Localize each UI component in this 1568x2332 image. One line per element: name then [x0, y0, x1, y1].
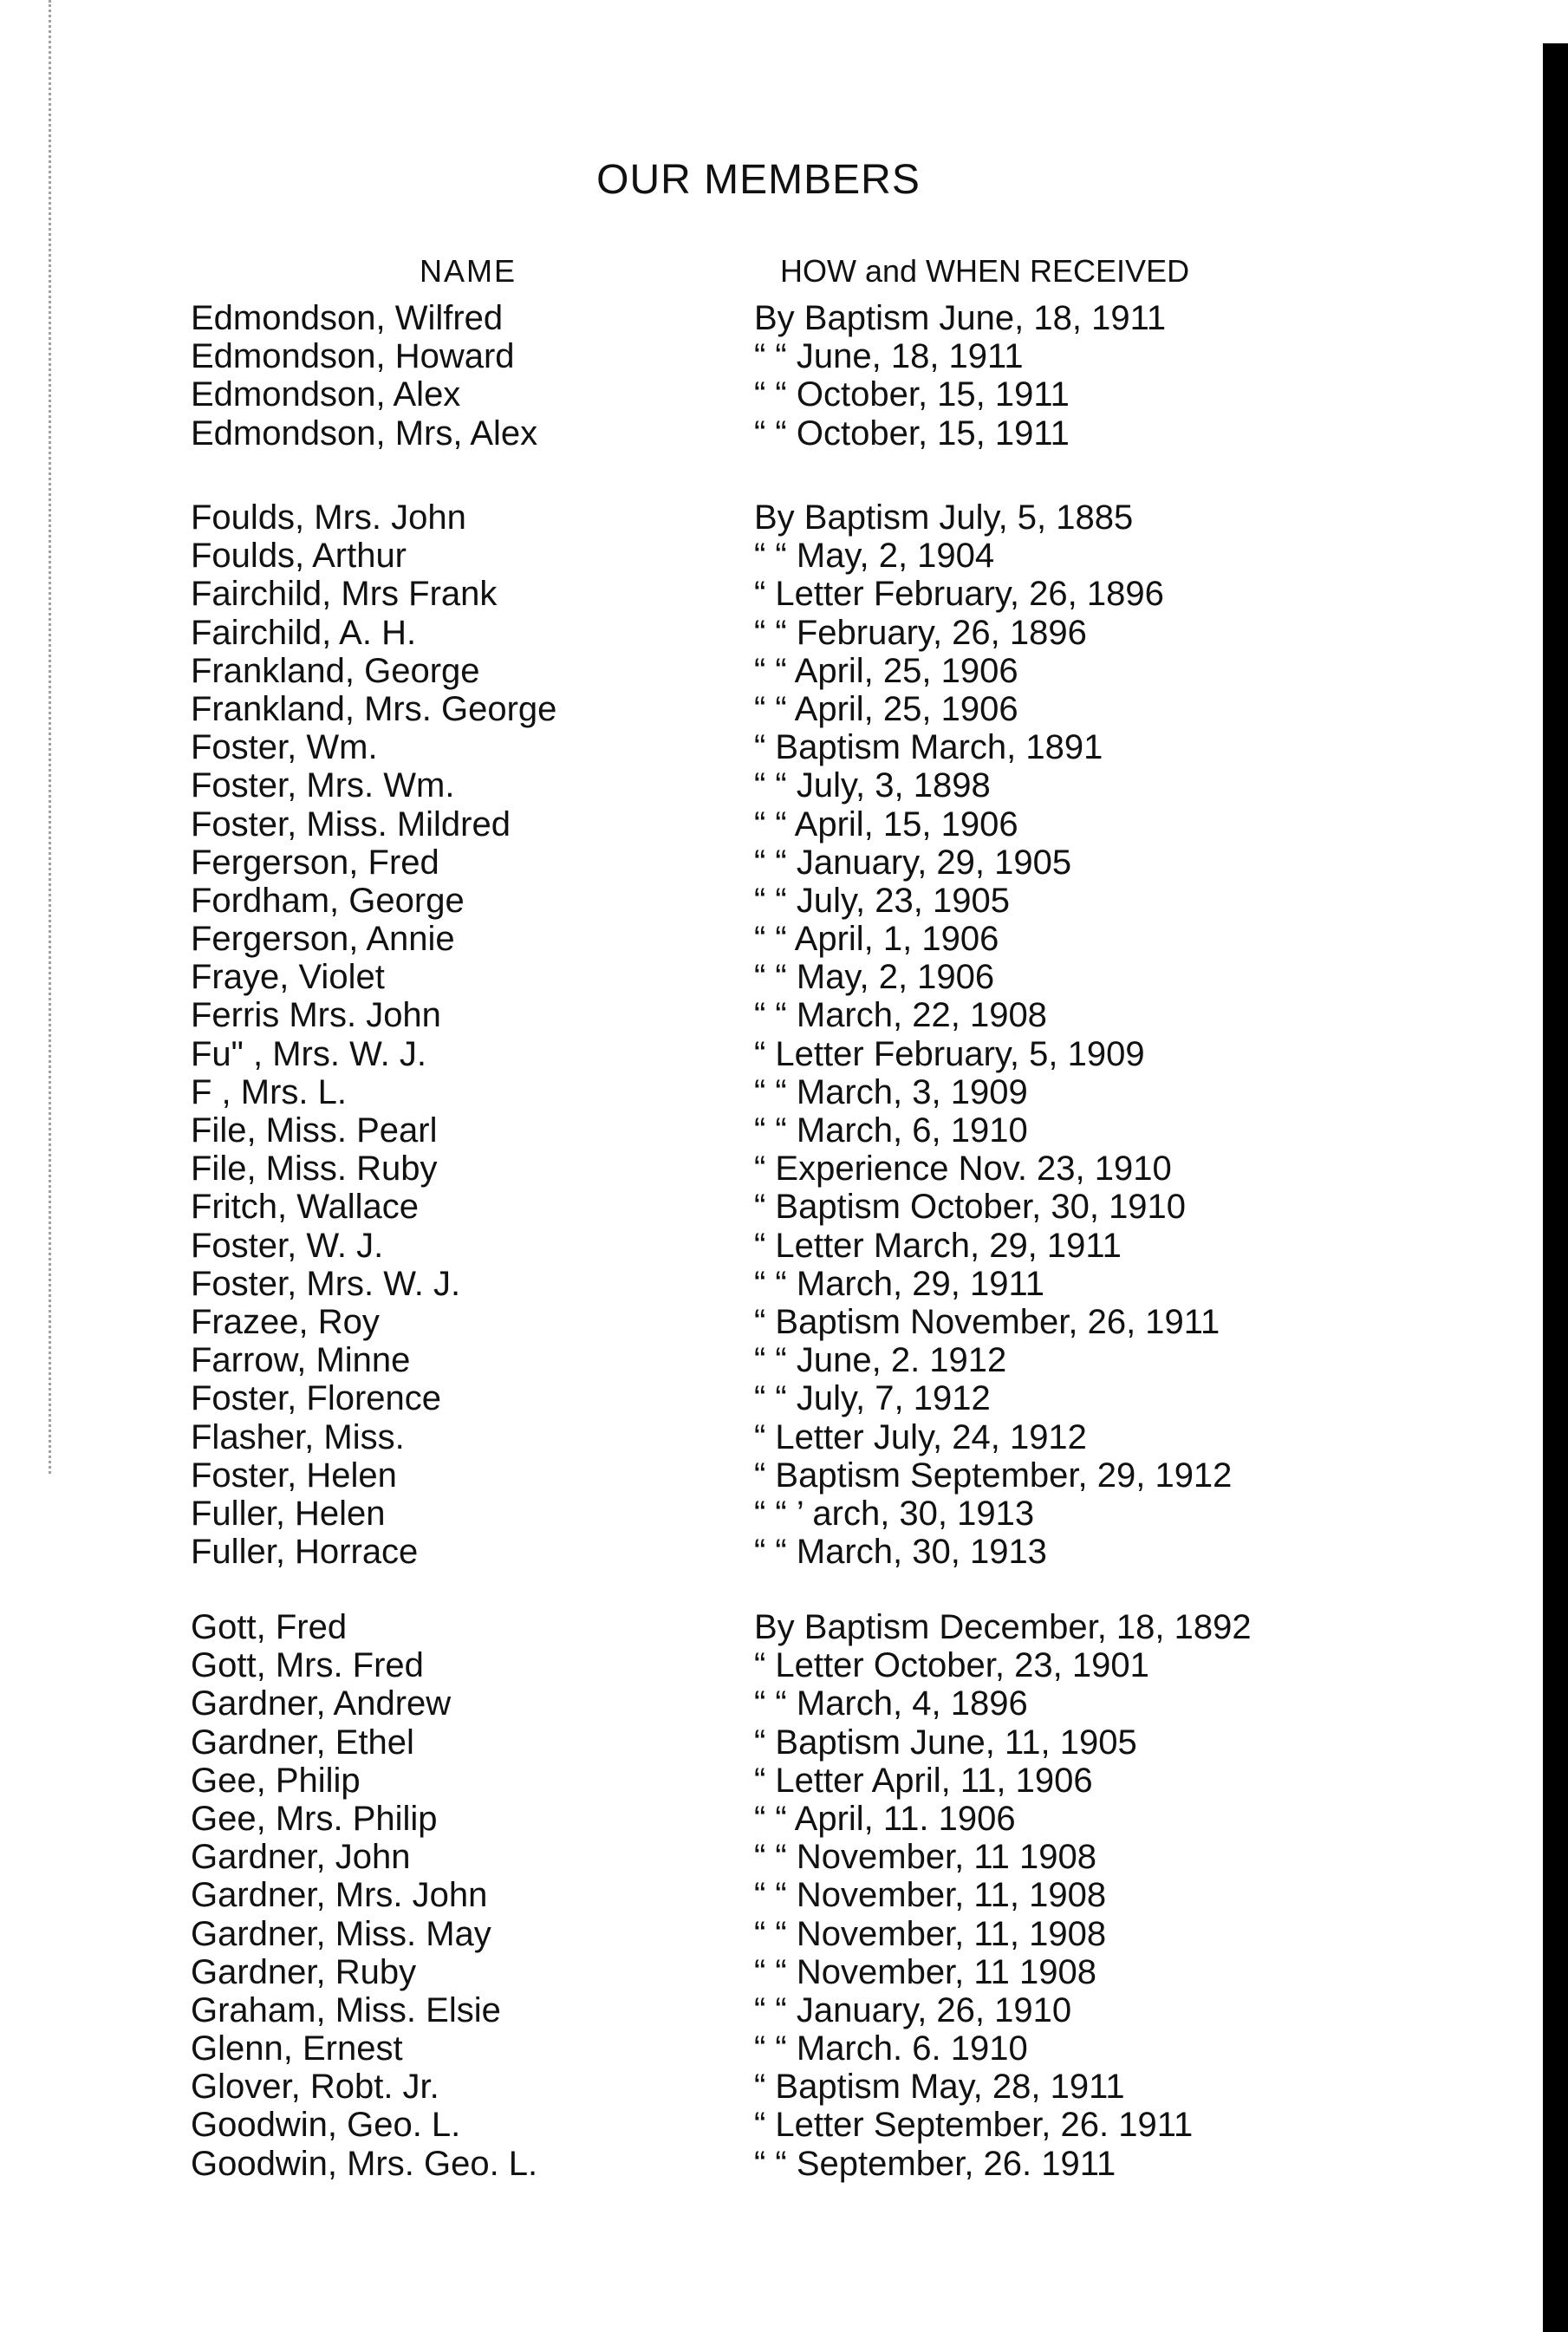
how-when-received: “ “ November, 11 1908 [754, 1838, 1097, 1877]
member-name: Frazee, Roy [191, 1302, 380, 1341]
how-when-received: “ “ January, 26, 1910 [754, 1990, 1072, 2029]
member-row [173, 1953, 1370, 1991]
how-when-received: “ Baptism June, 11, 1905 [754, 1723, 1137, 1762]
how-when-received: “ “ June, 18, 1911 [754, 337, 1024, 376]
how-when-received: “ “ March, 29, 1911 [754, 1264, 1044, 1303]
member-name: Foster, Mrs. W. J. [191, 1264, 461, 1303]
member-row [173, 1495, 1370, 1533]
how-when-received: “ “ October, 15, 1911 [754, 414, 1070, 453]
member-row [173, 1111, 1370, 1150]
member-row [173, 1456, 1370, 1495]
how-when-received: By Baptism July, 5, 1885 [754, 498, 1134, 537]
member-row [173, 1265, 1370, 1303]
member-name: Frankland, Mrs. George [191, 689, 557, 728]
how-when-received: “ “ July, 23, 1905 [754, 881, 1010, 920]
how-when-received: By Baptism June, 18, 1911 [754, 299, 1167, 337]
member-row [173, 498, 1370, 537]
how-when-received: “ Letter October, 23, 1901 [754, 1646, 1149, 1685]
how-when-received: “ “ September, 26. 1911 [754, 2144, 1116, 2183]
how-when-received: By Baptism December, 18, 1892 [754, 1608, 1252, 1646]
member-name: Foster, Mrs. Wm. [191, 766, 455, 805]
member-name: Fairchild, Mrs Frank [191, 575, 498, 614]
how-when-received: “ “ March, 22, 1908 [754, 996, 1047, 1035]
member-name: Gardner, Ruby [191, 1952, 417, 1991]
member-name: Frankland, George [191, 651, 480, 690]
member-name: Foster, Miss. Mildred [191, 804, 511, 844]
how-when-received: “ “ October, 15, 1911 [754, 375, 1070, 414]
member-row [173, 2068, 1370, 2106]
member-row [173, 844, 1370, 882]
member-name: F , Mrs. L. [191, 1072, 347, 1111]
member-name: Foulds, Mrs. John [191, 498, 466, 537]
member-row [173, 1684, 1370, 1723]
member-name: Farrow, Minne [191, 1341, 411, 1380]
member-row [173, 1876, 1370, 1914]
member-name: Foster, W. J. [191, 1226, 384, 1265]
how-when-received: “ Baptism September, 29, 1912 [754, 1456, 1233, 1495]
member-name: Gee, Mrs. Philip [191, 1799, 438, 1838]
member-row [173, 1188, 1370, 1226]
member-name: Fuller, Helen [191, 1494, 386, 1533]
member-row [173, 299, 1370, 337]
member-name: Goodwin, Mrs. Geo. L. [191, 2144, 538, 2183]
member-name: Fu" , Mrs. W. J. [191, 1034, 426, 1073]
member-row [173, 1035, 1370, 1073]
how-when-received: “ Experience Nov. 23, 1910 [754, 1150, 1172, 1189]
how-when-received: “ “ November, 11, 1908 [754, 1876, 1107, 1915]
member-name: Foulds, Arthur [191, 537, 407, 576]
how-when-received: “ Letter April, 11, 1906 [754, 1761, 1093, 1800]
how-when-received: “ “ ’ arch, 30, 1913 [754, 1494, 1035, 1533]
member-name: Gott, Mrs. Fred [191, 1646, 424, 1685]
member-name: Glenn, Ernest [191, 2029, 403, 2068]
how-when-received: “ “ July, 3, 1898 [754, 766, 991, 805]
member-row [173, 652, 1370, 690]
member-name: Glover, Robt. Jr. [191, 2068, 439, 2107]
how-when-received: “ “ November, 11, 1908 [754, 1914, 1107, 1953]
column-header-how-when: HOW and WHEN RECEIVED [780, 253, 1190, 289]
how-when-received: “ “ April, 15, 1906 [754, 804, 1018, 844]
member-name: Ferris Mrs. John [191, 996, 441, 1035]
member-name: Fordham, George [191, 881, 465, 920]
member-name: Fritch, Wallace [191, 1188, 420, 1227]
member-name: Gott, Fred [191, 1608, 348, 1646]
member-name: Fraye, Violet [191, 958, 385, 997]
how-when-received: “ Baptism November, 26, 1911 [754, 1302, 1220, 1341]
how-when-received: “ “ February, 26, 1896 [754, 613, 1087, 652]
member-row [173, 1303, 1370, 1341]
member-row [173, 1762, 1370, 1800]
how-when-received: “ Letter March, 29, 1911 [754, 1226, 1122, 1265]
member-row [173, 1646, 1370, 1684]
member-row [173, 1915, 1370, 1953]
column-header-name: NAME [419, 253, 517, 289]
member-name: Foster, Helen [191, 1456, 397, 1495]
how-when-received: “ “ July, 7, 1912 [754, 1379, 991, 1418]
member-row [173, 1800, 1370, 1838]
member-row [173, 690, 1370, 728]
member-row [173, 537, 1370, 575]
page-left-edge [49, 0, 60, 1474]
member-name: Gardner, Ethel [191, 1723, 414, 1762]
member-name: Fuller, Horrace [191, 1533, 419, 1572]
how-when-received: “ “ March. 6. 1910 [754, 2029, 1028, 2068]
member-row [173, 1150, 1370, 1188]
member-name: Edmondson, Wilfred [191, 299, 504, 337]
member-name: File, Miss. Ruby [191, 1150, 438, 1189]
member-row [173, 575, 1370, 613]
member-row [173, 614, 1370, 652]
member-row [173, 2029, 1370, 2068]
member-row [173, 920, 1370, 958]
how-when-received: “ “ April, 25, 1906 [754, 651, 1018, 690]
member-name: Edmondson, Alex [191, 375, 461, 414]
member-name: Gardner, John [191, 1838, 411, 1877]
how-when-received: “ “ May, 2, 1904 [754, 537, 995, 576]
how-when-received: “ Baptism May, 28, 1911 [754, 2068, 1125, 2107]
how-when-received: “ “ March, 6, 1910 [754, 1111, 1028, 1150]
how-when-received: “ “ June, 2. 1912 [754, 1341, 1007, 1380]
section-f [173, 498, 1370, 1571]
how-when-received: “ Letter February, 5, 1909 [754, 1034, 1145, 1073]
member-name: Flasher, Miss. [191, 1417, 405, 1456]
member-name: Edmondson, Howard [191, 337, 515, 376]
member-name: Edmondson, Mrs, Alex [191, 414, 538, 453]
how-when-received: “ “ April, 25, 1906 [754, 689, 1018, 728]
member-name: Gardner, Mrs. John [191, 1876, 488, 1915]
how-when-received: “ “ March, 30, 1913 [754, 1533, 1047, 1572]
member-name: Gardner, Andrew [191, 1684, 452, 1723]
member-row [173, 728, 1370, 766]
member-row [173, 1418, 1370, 1456]
member-name: Foster, Florence [191, 1379, 442, 1418]
how-when-received: “ Letter July, 24, 1912 [754, 1417, 1087, 1456]
binding-shadow-bar [1543, 43, 1568, 2332]
how-when-received: “ “ May, 2, 1906 [754, 958, 995, 997]
how-when-received: “ Letter September, 26. 1911 [754, 2106, 1194, 2145]
member-row [173, 414, 1370, 453]
member-name: Gee, Philip [191, 1761, 361, 1800]
member-name: Fergerson, Fred [191, 843, 439, 882]
member-row [173, 1838, 1370, 1876]
member-row [173, 1379, 1370, 1417]
member-row [173, 1723, 1370, 1762]
how-when-received: “ “ January, 29, 1905 [754, 843, 1072, 882]
member-row [173, 958, 1370, 996]
member-name: Fergerson, Annie [191, 920, 455, 959]
how-when-received: “ “ April, 11. 1906 [754, 1799, 1016, 1838]
member-row [173, 1533, 1370, 1571]
member-row [173, 766, 1370, 804]
how-when-received: “ “ March, 3, 1909 [754, 1072, 1028, 1111]
member-row [173, 337, 1370, 375]
member-row [173, 882, 1370, 920]
member-row [173, 996, 1370, 1034]
how-when-received: “ Baptism October, 30, 1910 [754, 1188, 1187, 1227]
member-row [173, 805, 1370, 844]
section-e [173, 299, 1370, 453]
member-row [173, 1991, 1370, 2029]
member-row [173, 1341, 1370, 1379]
how-when-received: “ “ November, 11 1908 [754, 1952, 1097, 1991]
member-row [173, 2106, 1370, 2144]
page-title: OUR MEMBERS [596, 157, 921, 203]
member-row [173, 1073, 1370, 1111]
how-when-received: “ Baptism March, 1891 [754, 728, 1103, 767]
member-name: Fairchild, A. H. [191, 613, 417, 652]
member-name: Foster, Wm. [191, 728, 378, 767]
member-name: Gardner, Miss. May [191, 1914, 491, 1953]
member-row [173, 2145, 1370, 2183]
section-g [173, 1608, 1370, 2183]
member-row [173, 1227, 1370, 1265]
member-row [173, 1608, 1370, 1646]
member-name: Graham, Miss. Elsie [191, 1990, 501, 2029]
member-name: File, Miss. Pearl [191, 1111, 438, 1150]
how-when-received: “ “ April, 1, 1906 [754, 920, 999, 959]
member-row [173, 375, 1370, 414]
member-name: Goodwin, Geo. L. [191, 2106, 461, 2145]
how-when-received: “ “ March, 4, 1896 [754, 1684, 1028, 1723]
how-when-received: “ Letter February, 26, 1896 [754, 575, 1164, 614]
